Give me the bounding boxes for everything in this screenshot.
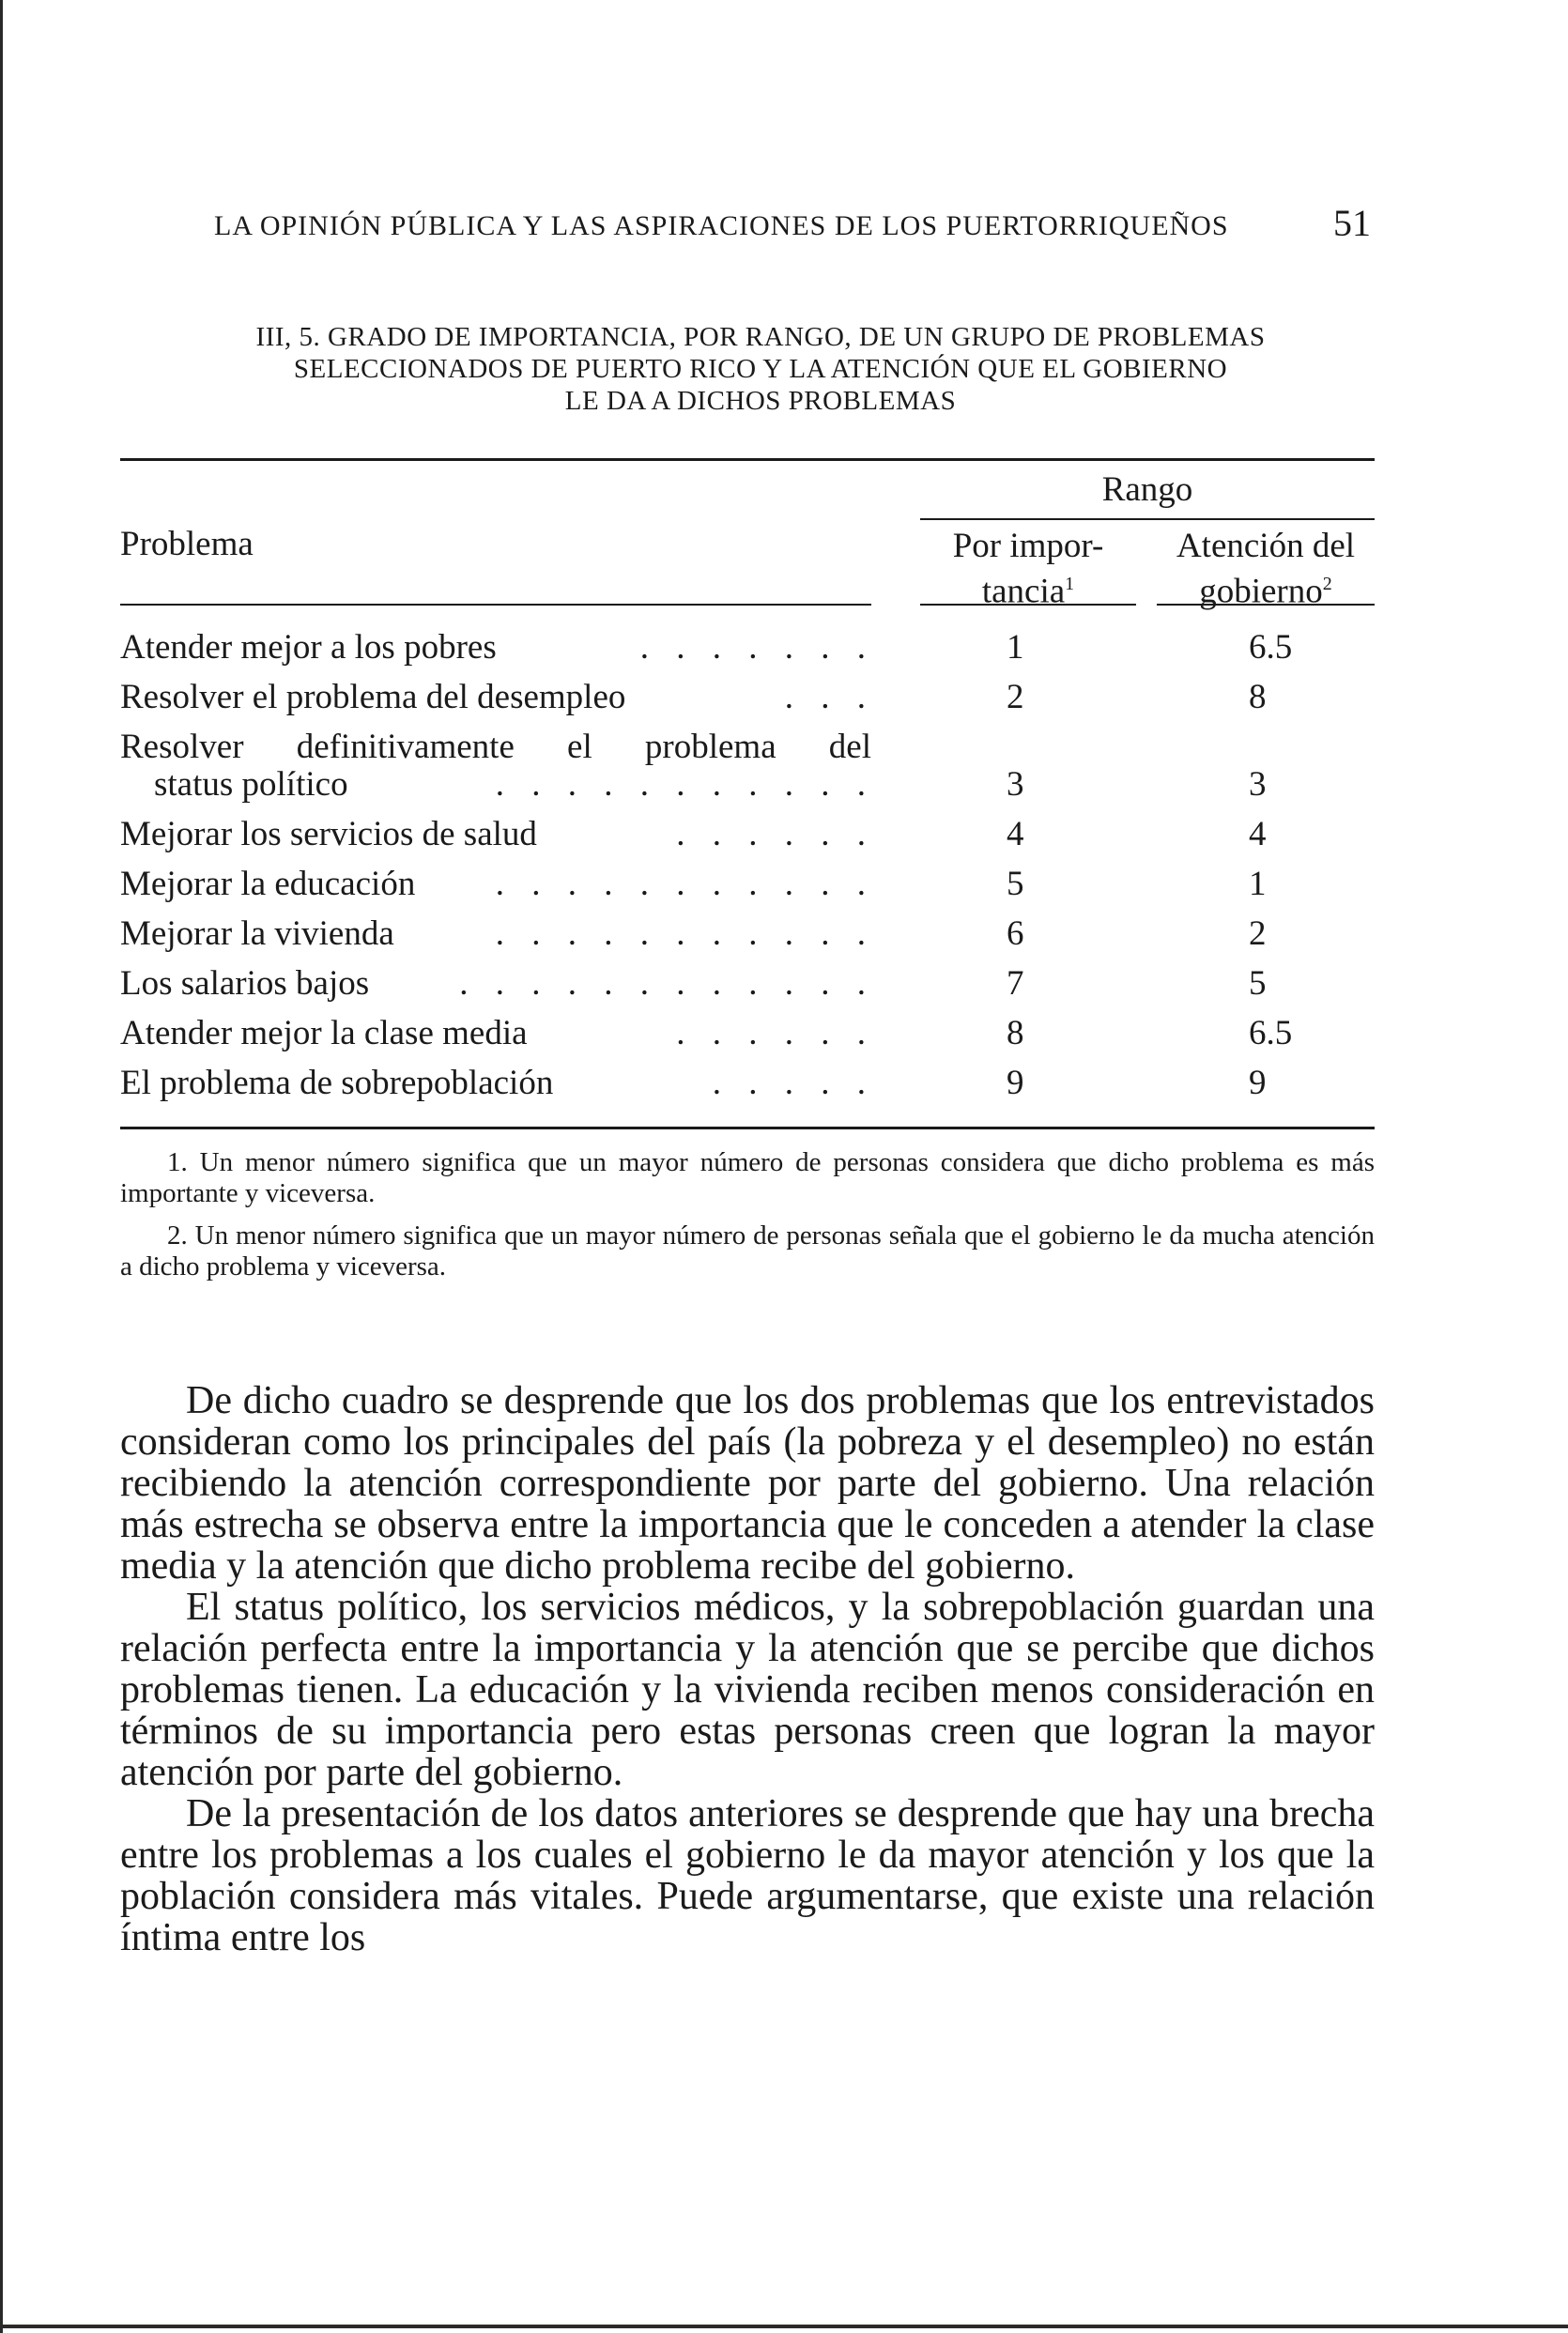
footnote-mark: 2: [1322, 574, 1332, 594]
problem-text: Atender mejor la clase media: [120, 1014, 528, 1052]
page-number: 51: [1333, 202, 1371, 244]
problem-text: Mejorar la vivienda: [120, 914, 394, 953]
rango-rule: [920, 518, 1375, 520]
problem-text: Los salarios bajos: [120, 964, 370, 1003]
paragraph: El status político, los servicios médicos, y la sobrepoblación guardan una relación perfecta entre la importancia y la atención que se percibe que dichos problemas tienen. La educación y la vivienda reciben menos consideración en términos de su importancia pero estas personas creen que logran la mayor atención por parte del gobierno.: [120, 1586, 1375, 1794]
problem-header: [120, 526, 254, 563]
table-row-label: [120, 628, 875, 667]
footnote: 2. Un menor número significa que un mayor número de personas señala que el gobierno le da mucha atención a dicho problema y viceversa.: [120, 1220, 1375, 1282]
problem-text-line2: status político: [154, 765, 348, 804]
paragraph: De dicho cuadro se desprende que los dos problemas que los entrevistados consideran como los principales del país (la pobreza y el desempleo) no están recibiendo la atención correspondiente por parte del gobierno. Una relación más estrecha se observa entre la importancia que le conceden a atender la clase media y la atención que dicho problema recibe del gobierno.: [120, 1379, 1375, 1588]
government-label-line1: Atención del: [1176, 527, 1356, 565]
problem-text-line1: Resolver definitivamente el problema del: [120, 728, 871, 766]
caption-line: LE DA A DICHOS PROBLEMAS: [564, 386, 957, 416]
page-bottom-edge: [0, 2325, 1568, 2328]
table-row-label: [120, 1064, 875, 1102]
importance-cell: 2: [1007, 678, 1024, 716]
footnote-mark: 1: [1065, 574, 1075, 594]
government-cell: 2: [1249, 914, 1267, 953]
government-cell: 6.5: [1249, 628, 1293, 667]
government-cell: 4: [1249, 815, 1267, 853]
dot-leader: . . . . . . . . . . .: [495, 765, 875, 804]
running-head: [214, 201, 1371, 246]
problem-text: Resolver el problema del desempleo: [120, 678, 626, 716]
problem-text: Atender mejor a los pobres: [120, 628, 497, 667]
table-caption: [141, 321, 1380, 417]
caption-line: SELECCIONADOS DE PUERTO RICO Y LA ATENCIÓN QUE EL GOBIERNO: [293, 354, 1228, 384]
rango-label: Rango: [1101, 470, 1193, 509]
problem-text: El problema de sobrepoblación: [120, 1064, 554, 1102]
government-cell: 5: [1249, 964, 1267, 1003]
government-cell: 3: [1249, 765, 1267, 804]
dot-leader: . . . . . .: [676, 815, 875, 853]
caption-line: III, 5. GRADO DE IMPORTANCIA, POR RANGO, DE UN GRUPO DE PROBLEMAS: [255, 322, 1266, 352]
importance-cell: 3: [1007, 765, 1024, 804]
importance-label-line1: Por impor-: [952, 527, 1104, 565]
government-cell: 6.5: [1249, 1014, 1293, 1052]
running-head-title: LA OPINIÓN PÚBLICA Y LAS ASPIRACIONES DE LOS PUERTORRIQUEÑOS: [214, 210, 1229, 241]
importance-header: [920, 528, 1136, 610]
government-header: [1157, 528, 1375, 610]
problem-label: Problema: [120, 525, 254, 563]
table-row-label: [120, 964, 875, 1003]
table-row-label: [120, 728, 875, 804]
dot-leader: . . . . . . . . . . .: [495, 914, 875, 953]
dot-leader: . . . . . .: [676, 1014, 875, 1052]
table-footnotes: [120, 1147, 1375, 1294]
dot-leader: . . . . .: [712, 1064, 875, 1102]
problem-header-rule: [120, 604, 871, 606]
problem-text: Mejorar la educación: [120, 865, 416, 903]
page-left-edge: [0, 0, 3, 2333]
table-row-label: [120, 865, 875, 903]
problem-text-line2-wrap: [120, 765, 875, 804]
problem-text: Mejorar los servicios de salud: [120, 815, 537, 853]
rango-header: [920, 471, 1375, 509]
government-cell: 1: [1249, 865, 1267, 903]
paragraph: De la presentación de los datos anteriores se desprende que hay una brecha entre los problemas a los cuales el gobierno le da mayor atención y los que la población considera más vitales. Puede argumentarse, que existe una relación íntima entre los: [120, 1792, 1375, 1959]
table-row-label: [120, 1014, 875, 1052]
table-row-label: [120, 914, 875, 953]
government-label-line2: gobierno: [1199, 572, 1323, 611]
importance-cell: 4: [1007, 815, 1024, 853]
importance-cell: 9: [1007, 1064, 1024, 1102]
table-row-label: [120, 815, 875, 853]
government-cell: 8: [1249, 678, 1267, 716]
importance-cell: 1: [1007, 628, 1024, 667]
importance-cell: 6: [1007, 914, 1024, 953]
importance-cell: 5: [1007, 865, 1024, 903]
body-text: [120, 1380, 1375, 1958]
footnote: 1. Un menor número significa que un mayor número de personas considera que dicho problema es más importante y viceversa.: [120, 1147, 1375, 1208]
dot-leader: . . . . . . .: [639, 628, 875, 667]
dot-leader: . . . . . . . . . . . .: [459, 964, 875, 1003]
importance-cell: 8: [1007, 1014, 1024, 1052]
table-top-rule: [120, 458, 1375, 461]
table-bottom-rule: [120, 1127, 1375, 1129]
dot-leader: . . .: [784, 678, 875, 716]
importance-label-line2: tancia: [981, 572, 1066, 611]
dot-leader: . . . . . . . . . . .: [495, 865, 875, 903]
government-cell: 9: [1249, 1064, 1267, 1102]
importance-cell: 7: [1007, 964, 1024, 1003]
table-row-label: [120, 678, 875, 716]
